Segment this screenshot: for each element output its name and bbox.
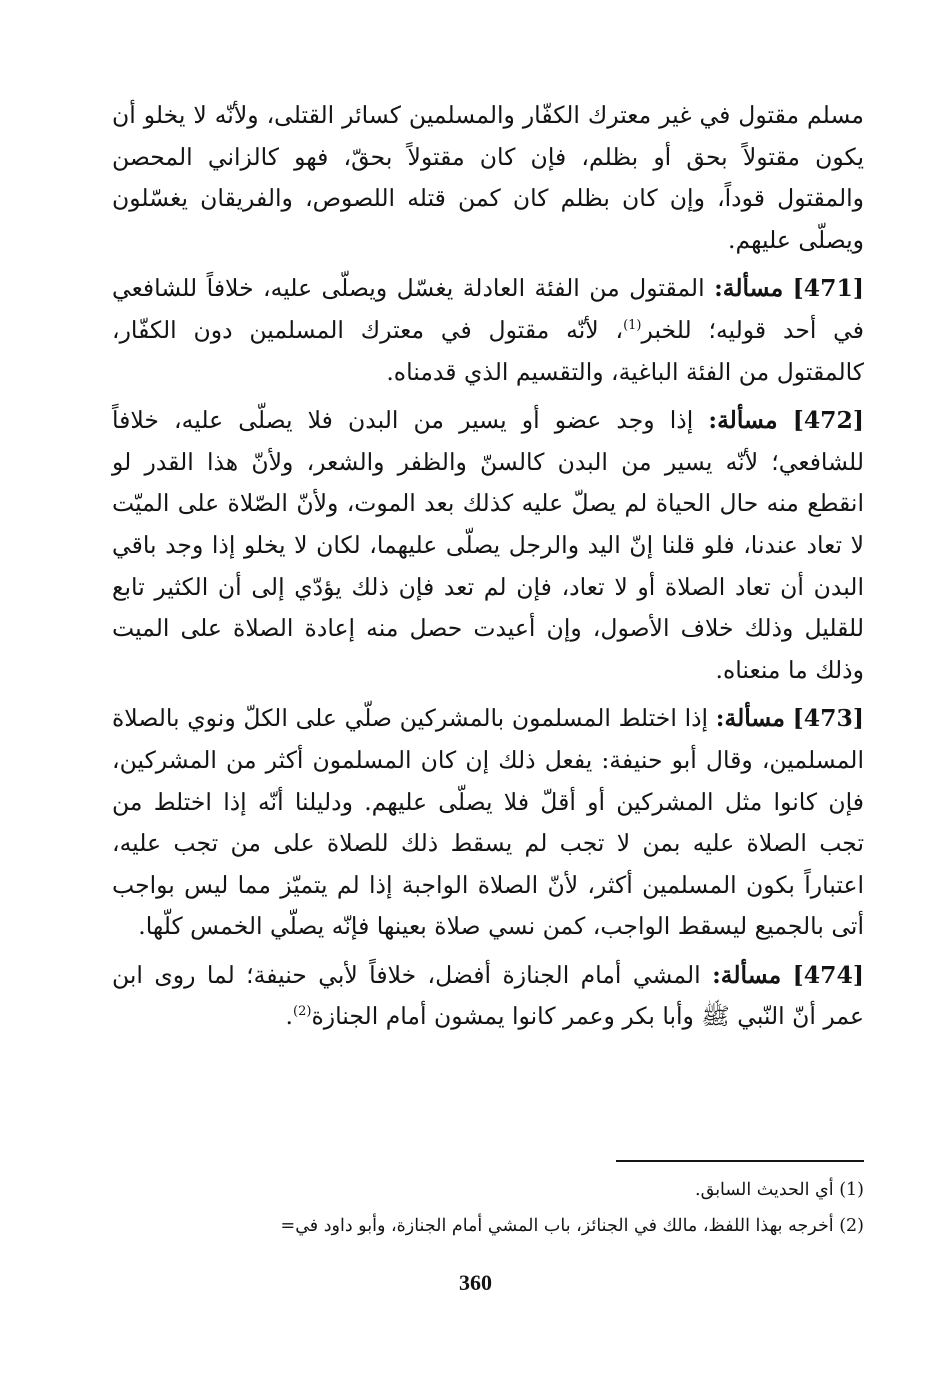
issue-keyword: مسألة:: [712, 960, 782, 989]
issue-keyword: مسألة:: [714, 274, 784, 303]
footnote-reference: (1): [623, 318, 642, 334]
paragraph-text: إذا وجد عضو أو يسير من البدن فلا يصلّى عليه، خلافاً للشافعي؛ لأنّه يسير من البدن كالسنّ والظفر والشعر، ولأنّ هذا القدر لو انقطع منه حال الحياة لم يصلّ عليه كذلك بعد الموت، ولأنّ الصّلاة على الميّت لا تعاد عندنا، فلو قلنا إنّ اليد والرجل يصلّى عليهما، لكان لا يخلو إذا وجد باقي البدن أن تعاد الصلاة أو لا تعاد، فإن لم تعد فإن ذلك يؤدّي إلى أن الكثير تابع للقليل وذلك خلاف الأصول، وإن أعيدت حصل منه إعادة الصلاة على الميت وذلك ما منعناه.: [112, 406, 864, 684]
paragraph-issue-474: [112, 955, 864, 1038]
issue-keyword: مسألة:: [715, 704, 785, 733]
footnote-text: أخرجه بهذا اللفظ، مالك في الجنائز، باب المشي أمام الجنازة، وأبو داود في=: [280, 1216, 834, 1236]
footnote-item: [112, 1208, 864, 1244]
paragraph-text: المشي أمام الجنازة أفضل، خلافاً لأبي حنيفة؛ لما روى ابن عمر أنّ النّبي ﷺ وأبا بكر وعمر كانوا يمشون أمام الجنازة: [112, 960, 864, 1031]
paragraph-issue-471: [112, 268, 864, 393]
paragraph-continuation: [112, 95, 864, 261]
issue-keyword: مسألة:: [708, 406, 778, 435]
page-body: [112, 95, 864, 1038]
paragraph-issue-473: [112, 698, 864, 948]
paragraph-text: المقتول من الفئة العادلة يغسّل ويصلّى عليه، خلافاً للشافعي في أحد قوليه؛ للخبر: [112, 274, 865, 344]
footnote-divider: [616, 1160, 864, 1162]
footnote-text: أي الحديث السابق.: [695, 1180, 834, 1200]
issue-number: [471]: [792, 274, 864, 303]
footnote-marker: (2): [839, 1216, 864, 1236]
paragraph-text-continued: .: [285, 1002, 294, 1031]
paragraph-text: مسلم مقتول في غير معترك الكفّار والمسلمين كسائر القتلى، ولأنّه لا يخلو أن يكون مقتولاً بحق أو بظلم، فإن كان مقتولاً بحقّ، فهو كالزاني المحصن والمقتول قوداً، وإن كان بظلم كان كمن قتله اللصوص، والفريقان يغسّلون ويصلّى عليهم.: [112, 101, 864, 254]
issue-number: [472]: [792, 406, 864, 435]
footnote-reference: (2): [293, 1004, 312, 1020]
issue-number: [473]: [792, 704, 864, 733]
footnotes: [112, 1160, 864, 1244]
paragraph-issue-472: [112, 400, 864, 691]
footnote-item: [112, 1172, 864, 1208]
page-number: 360: [459, 1270, 492, 1295]
paragraph-text: إذا اختلط المسلمون بالمشركين صلّي على الكلّ ونوي بالصلاة المسلمين، وقال أبو حنيفة: يفعل ذلك إن كان المسلمون أكثر من المشركين، فإن كانوا مثل المشركين أو أقلّ فلا يصلّى عليهم. ودليلنا أنّه إذا اختلط من تجب الصلاة عليه بمن لا تجب لم يسقط ذلك للصلاة على من تجب عليه، اعتباراً بكون المسلمين أكثر، لأنّ الصلاة الواجبة إذا لم يتميّز مما ليس بواجب أتى بالجميع ليسقط الواجب، كمن نسي صلاة بعينها فإنّه يصلّي الخمس كلّها.: [112, 704, 864, 941]
footnote-marker: (1): [839, 1180, 864, 1200]
issue-number: [474]: [792, 960, 864, 989]
paragraph-text-continued: ، لأنّه مقتول في معترك المسلمين دون الكفّار، كالمقتول من الفئة الباغية، والتقسيم الذي قدمناه.: [112, 315, 864, 386]
